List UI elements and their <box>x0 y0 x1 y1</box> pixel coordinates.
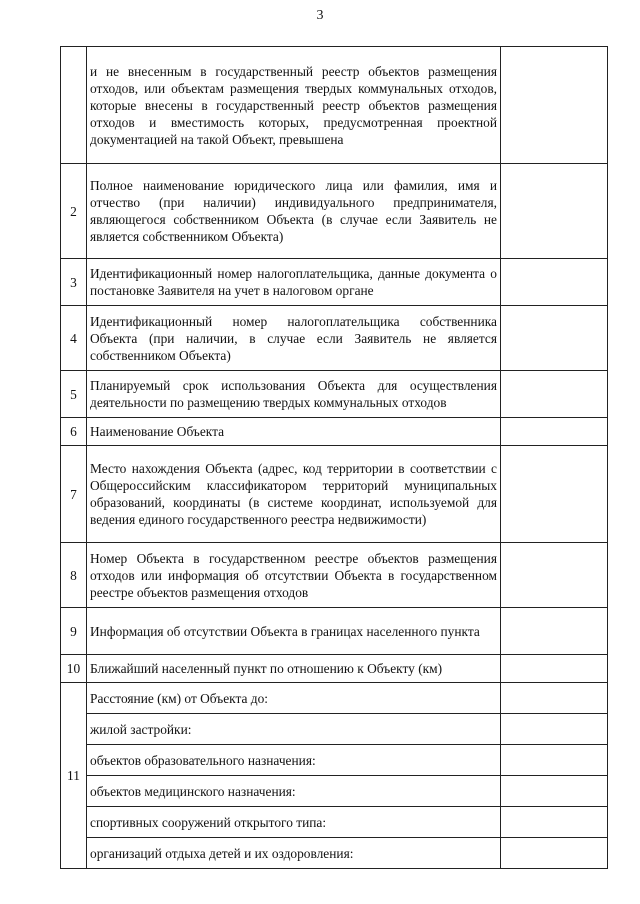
table-row <box>61 655 608 683</box>
row-value-cell <box>501 446 608 543</box>
table-row <box>61 418 608 446</box>
row-description: Идентификационный номер налогоплательщика собственника Объекта (при наличии, в случае если Заявитель не является собственником Объекта) <box>87 306 501 371</box>
row-description: Идентификационный номер налогоплательщика, данные документа о постановке Заявителя на учет в налоговом органе <box>87 259 501 306</box>
row-value-cell <box>501 838 608 869</box>
page-number: 3 <box>316 8 324 23</box>
table-row <box>61 745 608 776</box>
row-description: Ближайший населенный пункт по отношению к Объекту (км) <box>87 655 501 683</box>
table-row <box>61 446 608 543</box>
row-number: 10 <box>61 655 87 683</box>
row-number: 3 <box>61 259 87 306</box>
table-row <box>61 608 608 655</box>
row-description: Наименование Объекта <box>87 418 501 446</box>
table-row <box>61 838 608 869</box>
row-number: 9 <box>61 608 87 655</box>
row-value-cell <box>501 47 608 164</box>
row-description: Полное наименование юридического лица или фамилия, имя и отчество (при наличии) индивидуального предпринимателя, являющегося собственником Объекта (в случае если Заявитель не является собственником Объекта) <box>87 164 501 259</box>
row-number: 7 <box>61 446 87 543</box>
row-description: Информация об отсутствии Объекта в границах населенного пункта <box>87 608 501 655</box>
row-description: и не внесенным в государственный реестр объектов размещения отходов, или объектам размещения твердых коммунальных отходов, которые внесены в государственный реестр объектов размещения отходов и вместимость которых, предусмотренная проектной документацией на такой Объект, превышена <box>87 47 501 164</box>
row-value-cell <box>501 745 608 776</box>
table-row <box>61 543 608 608</box>
table-row <box>61 807 608 838</box>
table-row <box>61 164 608 259</box>
table-row <box>61 714 608 745</box>
row-value-cell <box>501 683 608 714</box>
distance-educational: объектов образовательного назначения: <box>87 745 501 776</box>
distance-sports: спортивных сооружений открытого типа: <box>87 807 501 838</box>
row-number: 6 <box>61 418 87 446</box>
distance-residential: жилой застройки: <box>87 714 501 745</box>
table-row <box>61 259 608 306</box>
row-value-cell <box>501 807 608 838</box>
row-number <box>61 47 87 164</box>
table-row <box>61 776 608 807</box>
row-value-cell <box>501 543 608 608</box>
row-value-cell <box>501 776 608 807</box>
distance-children-camps: организаций отдыха детей и их оздоровления: <box>87 838 501 869</box>
row-description: Планируемый срок использования Объекта для осуществления деятельности по размещению твердых коммунальных отходов <box>87 371 501 418</box>
row-value-cell <box>501 164 608 259</box>
row-description: Место нахождения Объекта (адрес, код территории в соответствии с Общероссийским классификатором территорий муниципальных образований, координаты (в системе координат, используемой для ведения единого государственного реестра недвижимости) <box>87 446 501 543</box>
application-table <box>60 46 608 869</box>
row-value-cell <box>501 259 608 306</box>
row-value-cell <box>501 371 608 418</box>
row-number: 11 <box>61 683 87 869</box>
row-value-cell <box>501 714 608 745</box>
distance-medical: объектов медицинского назначения: <box>87 776 501 807</box>
row-value-cell <box>501 418 608 446</box>
row-description: Номер Объекта в государственном реестре объектов размещения отходов или информация об отсутствии Объекта в государственном реестре объектов размещения отходов <box>87 543 501 608</box>
row-value-cell <box>501 608 608 655</box>
table-row <box>61 683 608 714</box>
row-number: 4 <box>61 306 87 371</box>
row-number: 2 <box>61 164 87 259</box>
row-value-cell <box>501 655 608 683</box>
table-row <box>61 371 608 418</box>
distance-header: Расстояние (км) от Объекта до: <box>87 683 501 714</box>
table-row <box>61 47 608 164</box>
table-row <box>61 306 608 371</box>
row-value-cell <box>501 306 608 371</box>
row-number: 5 <box>61 371 87 418</box>
row-number: 8 <box>61 543 87 608</box>
